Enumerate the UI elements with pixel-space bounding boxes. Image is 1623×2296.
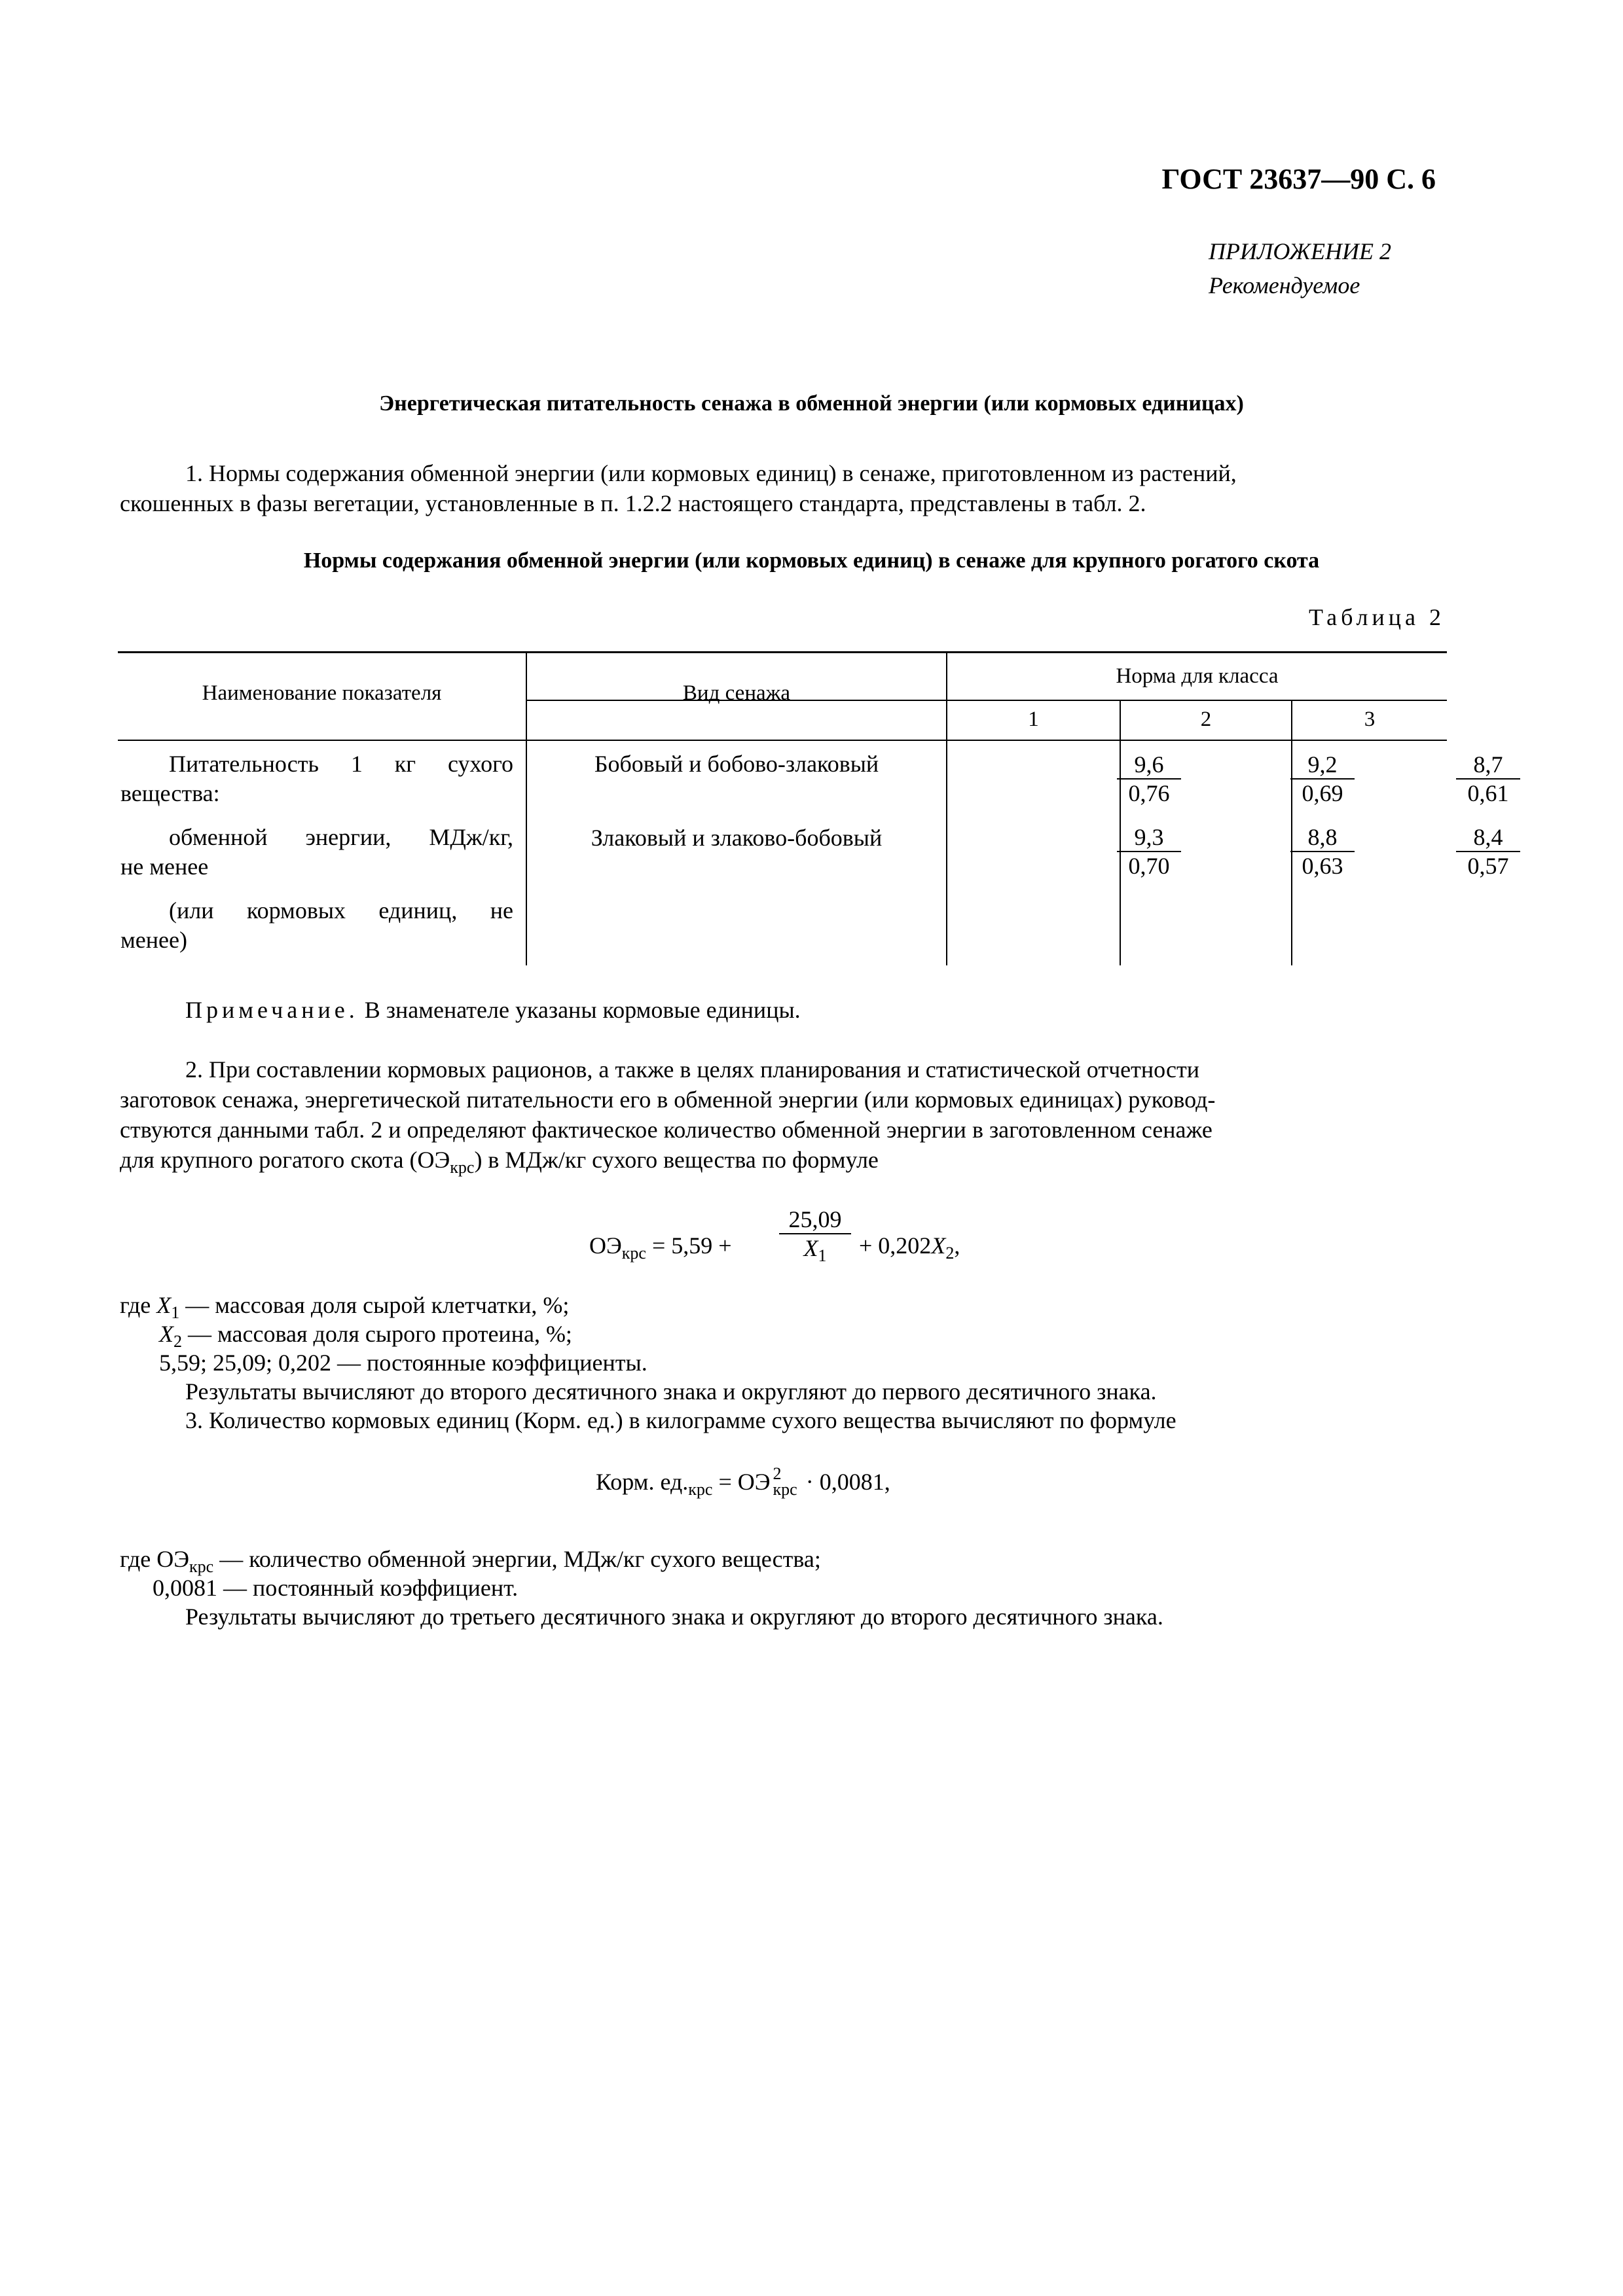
value-row1-class1: 9,6 0,76 bbox=[1113, 751, 1185, 807]
formula-feed-units: Корм. $ед._{крс}$ = ОЭ 2 крс · 0,0081, bbox=[596, 1464, 890, 1499]
where2-results: Результаты вычисляют до третьего десятичного знака и округляют до второго десятичного знака. bbox=[185, 1604, 1163, 1630]
table-title: Нормы содержания обменной энергии (или кормовых единиц) в сенаже для крупного рогатого скота bbox=[303, 548, 1320, 573]
note-text: В знаменателе указаны кормовые единицы. bbox=[364, 997, 801, 1023]
table-label: Таблица 2 bbox=[1309, 604, 1445, 630]
appendix-label: ПРИЛОЖЕНИЕ 2 bbox=[1209, 238, 1391, 264]
indicator-cell bbox=[120, 749, 513, 955]
appendix-status: Рекомендуемое bbox=[1209, 272, 1360, 298]
indicator-line-c1: (или кормовых единиц, не bbox=[169, 897, 513, 924]
p1-line1: 1. Нормы содержания обменной энергии (или кормовых единиц) в сенаже, приготовленном из растений, bbox=[185, 460, 1237, 486]
indicator-line-a2: вещества: bbox=[120, 780, 220, 806]
where2-constant: 0,0081 — постоянный коэффициент. bbox=[153, 1575, 519, 1601]
p2-line4: для крупного рогатого скота $(ОЭ_{крс})$ в МДж/кг сухого вещества по формуле bbox=[120, 1147, 879, 1177]
formula-oe: $ОЭ_{крс} = 5,59$ + 25,09 $X_1$ + $0,202X_2$, bbox=[589, 1206, 960, 1265]
type-cell-row1: Бобовый и бобово-злаковый bbox=[594, 751, 879, 777]
indicator-line-b2: не менее bbox=[120, 853, 209, 880]
p2-line1: 2. При составлении кормовых рационов, а также в целях планирования и статистической отчетности bbox=[185, 1056, 1200, 1083]
indicator-line-b1: обменной энергии, МДж/кг, bbox=[169, 824, 513, 850]
appendix-block bbox=[1209, 234, 1391, 302]
table-note bbox=[185, 996, 801, 1024]
col-header-class-2: 2 bbox=[1200, 708, 1212, 731]
section-title: Энергетическая питательность сенажа в обменной энергии (или кормовых единицах) bbox=[379, 391, 1244, 416]
value-row1-class2: 9,2 0,69 bbox=[1286, 751, 1359, 807]
p3-line: 3. Количество кормовых единиц (Корм. ед.) в килограмме сухого вещества вычисляют по формуле bbox=[185, 1407, 1176, 1433]
col-header-indicator: Наименование показателя bbox=[202, 681, 442, 705]
col-header-class-1: 1 bbox=[1028, 708, 1039, 731]
where1-x2: $X_2$ — массовая доля сырого протеина, %; bbox=[159, 1321, 572, 1351]
col-header-type: Вид сенажа bbox=[682, 681, 791, 705]
document-header: ГОСТ 23637—90 С. 6 bbox=[1161, 163, 1436, 195]
where1-x1: где $X_1$ — массовая доля сырой клетчатки, %; bbox=[120, 1292, 570, 1322]
col-header-class-3: 3 bbox=[1364, 708, 1376, 731]
where1-results: Результаты вычисляют до второго десятичного знака и округляют до первого десятичного знака. bbox=[185, 1378, 1157, 1405]
indicator-line-a1: Питательность 1 кг сухого bbox=[169, 751, 513, 777]
p2-line2: заготовок сенажа, энергетической питательности его в обменной энергии (или кормовых единицах) руковод- bbox=[120, 1086, 1216, 1113]
value-row1-class3: 8,7 0,61 bbox=[1452, 751, 1524, 807]
where2-oe: где $ОЭ_{крс}$ — количество обменной энергии, МДж/кг сухого вещества; bbox=[120, 1546, 821, 1576]
note-label: Примечание. bbox=[185, 997, 359, 1023]
norms-table bbox=[118, 651, 1509, 965]
indicator-line-c2: менее) bbox=[120, 927, 187, 953]
type-cell-row2: Злаковый и злаково-бобовый bbox=[591, 825, 883, 851]
value-row2-class2: 8,8 0,63 bbox=[1286, 823, 1359, 880]
p1-line2: скошенных в фазы вегетации, установленные в п. 1.2.2 настоящего стандарта, представлены в табл. 2. bbox=[120, 490, 1146, 516]
col-header-norm: Норма для класса bbox=[1116, 664, 1279, 688]
where1-constants: 5,59; 25,09; 0,202 — постоянные коэффициенты. bbox=[159, 1350, 647, 1376]
p2-line3: ствуются данными табл. 2 и определяют фактическое количество обменной энергии в заготовленном сенаже bbox=[120, 1117, 1213, 1143]
value-row2-class1: 9,3 0,70 bbox=[1113, 823, 1185, 880]
value-row2-class3: 8,4 0,57 bbox=[1452, 823, 1524, 880]
